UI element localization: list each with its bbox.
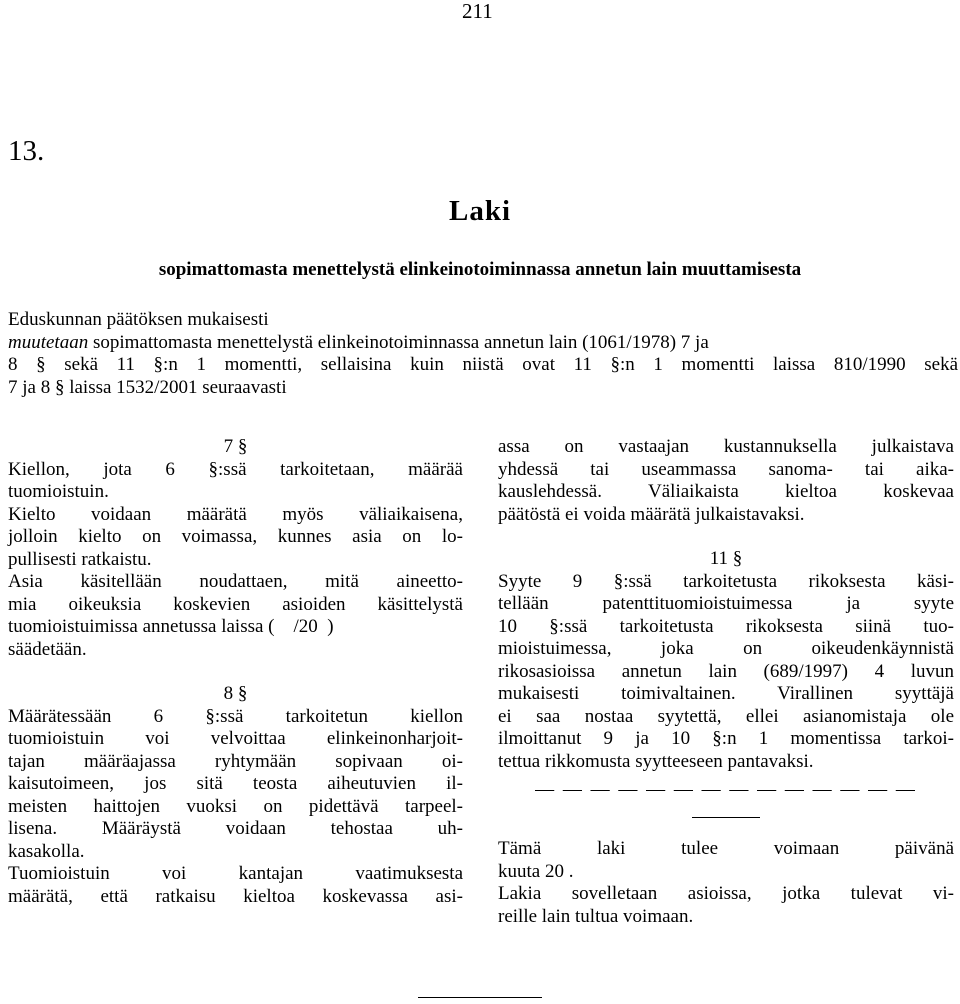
text-line: pullisesti ratkaistu. bbox=[8, 548, 152, 570]
document-number: 13. bbox=[8, 135, 45, 167]
text-line: ei saa nostaa syytettä, ellei asianomistaja ole bbox=[498, 705, 954, 727]
text-line: yhdessä tai useammassa sanoma- tai aika- bbox=[498, 458, 954, 480]
preamble-line: 8 § sekä 11 §:n 1 momentti, sellaisina kuin niistä ovat 11 §:n 1 momentti laissa 810/1990 sekä bbox=[8, 354, 958, 375]
text-line: Syyte 9 §:ssä tarkoitetusta rikoksesta käsi- bbox=[498, 570, 954, 592]
text-line: 10 §:ssä tarkoitetusta rikoksesta siinä tuo- bbox=[498, 615, 954, 637]
preamble bbox=[8, 309, 958, 399]
text-line: Asia käsitellään noudattaen, mitä aineetto- bbox=[8, 571, 463, 592]
right-column bbox=[498, 436, 954, 928]
preamble-line: 7 ja 8 § laissa 1532/2001 seuraavasti bbox=[8, 376, 287, 398]
text-line: tuomioistuin. bbox=[8, 481, 109, 502]
text-line: määrätä, että ratkaisu kieltoa koskevassa asi- bbox=[8, 885, 463, 907]
spacer bbox=[498, 526, 954, 548]
section-7-heading: 7 § bbox=[223, 436, 248, 457]
section-8-heading: 8 § bbox=[223, 683, 248, 704]
text-line: Kielto voidaan määrätä myös väliaikaisena, bbox=[8, 503, 463, 525]
text-line: tuomioistuin voi velvoittaa elinkeinonharjoit- bbox=[8, 728, 463, 749]
text-line: mia oikeuksia koskevien asioiden käsittelystä bbox=[8, 593, 463, 615]
text-line: jolloin kielto on voimassa, kunnes asia on lo- bbox=[8, 526, 463, 547]
text-line: Kiellon, jota 6 §:ssä tarkoitetaan, määrää bbox=[8, 458, 463, 480]
text-line: rikosasioissa annetun lain (689/1997) 4 luvun bbox=[498, 660, 954, 682]
footer-rule bbox=[418, 997, 542, 998]
text-line: kaisutoimeen, jos sitä teosta aiheutuvien il- bbox=[8, 773, 463, 794]
text-line: meisten haittojen vuoksi on pidettävä tarpeel- bbox=[8, 795, 463, 817]
preamble-line: Eduskunnan päätöksen mukaisesti bbox=[8, 309, 269, 330]
left-column bbox=[8, 436, 463, 908]
text-line: reille lain tultua voimaan. bbox=[498, 905, 694, 927]
text-line: Lakia sovelletaan asioissa, jotka tulevat vi- bbox=[498, 883, 954, 904]
text-line: Tämä laki tulee voimaan päivänä bbox=[498, 838, 954, 859]
separator-rule bbox=[498, 802, 954, 825]
text-line: ilmoittanut 9 ja 10 §:n 1 momentissa tarkoi- bbox=[498, 728, 954, 749]
spacer bbox=[498, 824, 954, 838]
text-line: Tuomioistuin voi kantajan vaatimuksesta bbox=[8, 863, 463, 884]
text-line: säädetään. bbox=[8, 638, 87, 660]
text-line: tettua rikkomusta syytteeseen pantavaksi. bbox=[498, 750, 814, 772]
text-line: kasakolla. bbox=[8, 840, 85, 862]
omission-dash-rule: — — — — — — — — — — — — — — bbox=[535, 779, 917, 800]
text-line: assa on vastaajan kustannuksella julkaistava bbox=[498, 436, 954, 457]
text-line: tellään patenttituomioistuimessa ja syyte bbox=[498, 593, 954, 614]
text-line: lisena. Määräystä voidaan tehostaa uh- bbox=[8, 818, 463, 839]
text-line: tajan määräajassa ryhtymään sopivaan oi- bbox=[8, 750, 463, 772]
amend-keyword: muutetaan bbox=[8, 331, 89, 353]
law-title: Laki bbox=[448, 195, 512, 227]
law-subtitle: sopimattomasta menettelystä elinkeinotoiminnassa annetun lain muuttamisesta bbox=[158, 259, 802, 280]
preamble-text: sopimattomasta menettelystä elinkeinotoiminnassa annetun lain (1061/1978) 7 ja bbox=[88, 331, 709, 353]
text-line: kauslehdessä. Väliaikaista kieltoa koskevaa bbox=[498, 481, 954, 502]
text-line: kuuta 20 . bbox=[498, 860, 574, 882]
text-line: mukaisesti toimivaltainen. Virallinen syyttäjä bbox=[498, 683, 954, 704]
preamble-line bbox=[8, 332, 958, 355]
spacer bbox=[8, 661, 463, 683]
text-line: päätöstä ei voida määrätä julkaistavaksi. bbox=[498, 503, 805, 525]
page-number: 211 bbox=[462, 0, 493, 23]
text-line: tuomioistuimissa annetussa laissa ( /20 ) bbox=[8, 616, 334, 637]
text-line: mioistuimessa, joka on oikeudenkäynnistä bbox=[498, 638, 954, 659]
section-11-heading: 11 § bbox=[709, 548, 743, 569]
text-line: Määrätessään 6 §:ssä tarkoitetun kiellon bbox=[8, 705, 463, 727]
